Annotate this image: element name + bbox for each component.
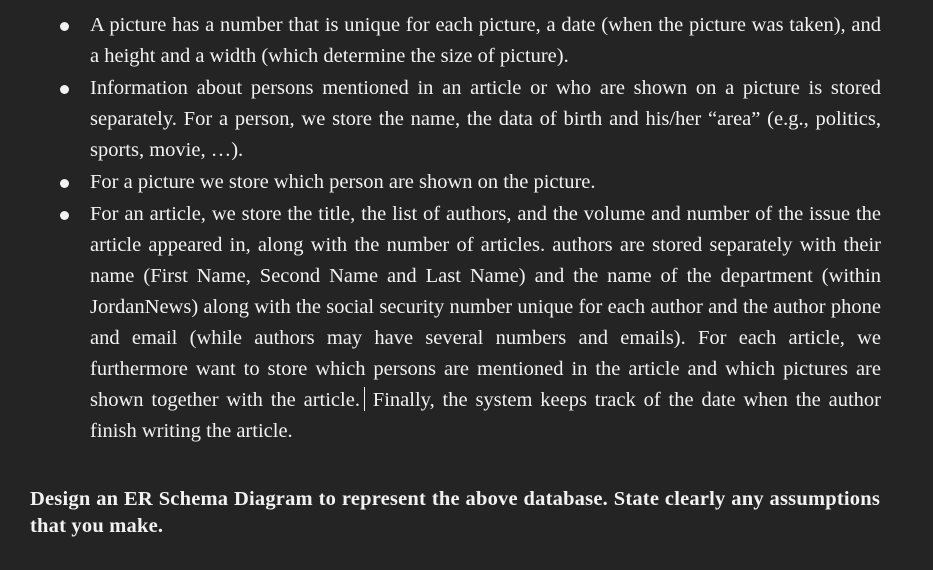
list-item xyxy=(0,199,933,447)
task-instruction: Design an ER Schema Diagram to represent the above database. State clearly any assumptions that you make. xyxy=(30,487,880,537)
bullet-icon xyxy=(60,211,69,220)
bullet-icon xyxy=(60,22,69,31)
bullet-text-article: For an article, we store the title, the list of authors, and the volume and number of the issue the article appeared in, along with the number of articles. authors are stored separately with their name (First Name, Second Name and Last Name) and the name of the department (within JordanNews) along with the social security number unique for each author and the author phone and email (while authors may have several numbers and emails). For each article, we furthermore want to store which persons are mentioned in the article and which pictures are shown together with the article. xyxy=(90,203,881,411)
requirements-list xyxy=(0,10,933,448)
bullet-text-picture-person: For a picture we store which person are shown on the picture. xyxy=(90,171,596,193)
bullet-icon xyxy=(60,179,69,188)
list-item xyxy=(0,73,933,166)
bullet-text-picture: A picture has a number that is unique for each picture, a date (when the picture was taken), and a height and a width (which determine the size of picture). xyxy=(90,14,881,67)
list-item xyxy=(0,167,933,198)
bullet-icon xyxy=(60,85,69,94)
bullet-text-article-end: Finally, the system keeps track of the date when the author finish writing the article. xyxy=(90,389,881,442)
list-item xyxy=(0,10,933,72)
bullet-text-person: Information about persons mentioned in an article or who are shown on a picture is stored separately. For a person, we store the name, the data of birth and his/her “area” (e.g., politics, sports, movie, …). xyxy=(90,77,881,161)
